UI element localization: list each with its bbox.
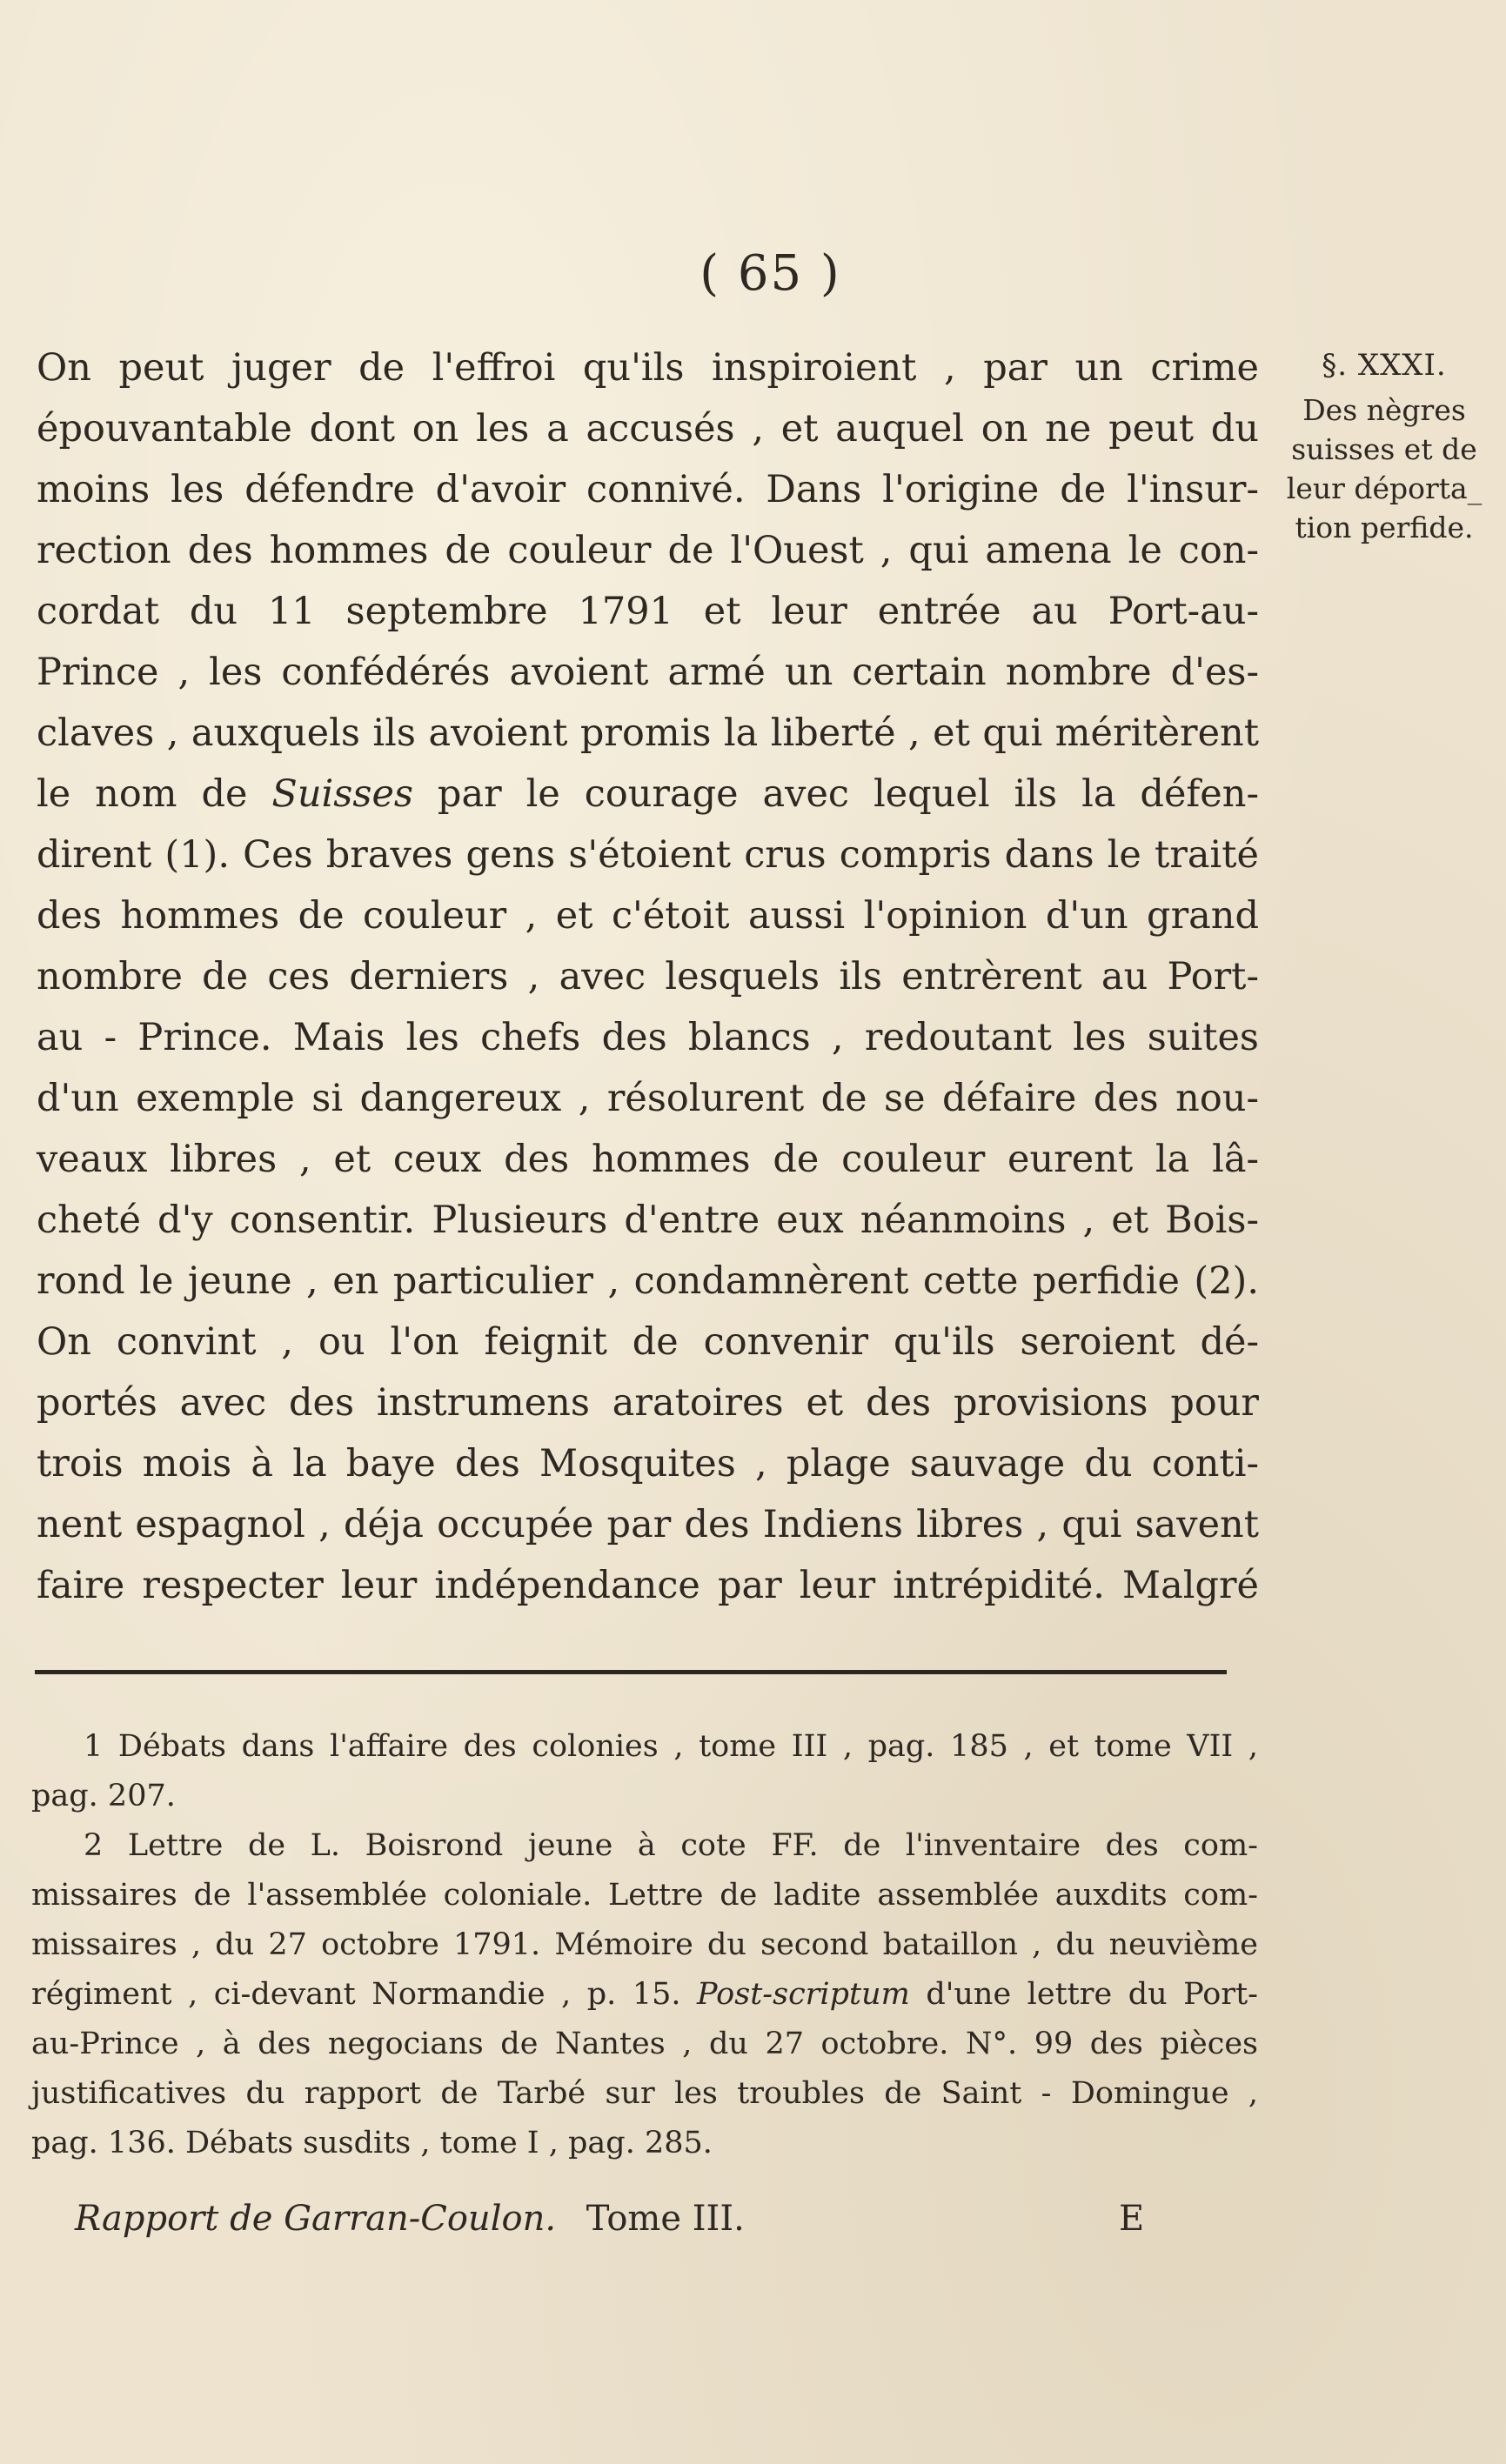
signature-line (75, 2199, 1171, 2239)
body-line: épouvantable dont on les a accusés , et auquel on ne peut du (37, 407, 1259, 451)
body-line: On convint , ou l'on feignit de convenir qu'ils seroient dé- (37, 1320, 1259, 1364)
body-text (37, 337, 1259, 1616)
body-line: portés avec des instrumens aratoires et des provisions pour (37, 1381, 1259, 1425)
body-line: trois mois à la baye des Mosquites , plage sauvage du conti- (37, 1442, 1259, 1486)
footnote-line-end: d'une lettre du Port- (909, 1977, 1258, 2012)
footnote-line: 2 Lettre de L. Boisrond jeune à cote FF. de l'inventaire des com- (84, 1828, 1258, 1863)
body-line: On peut juger de l'effroi qu'ils inspiroient , par un crime (37, 346, 1259, 390)
footnote-line: justificatives du rapport de Tarbé sur les troubles de Saint - Domingue , (31, 2076, 1258, 2111)
margin-note-line: leur déporta_ (1286, 471, 1483, 505)
footnote-line: missaires de l'assemblée coloniale. Lettre de ladite assemblée auxdits com- (31, 1878, 1258, 1913)
body-line (37, 764, 1259, 825)
footnote-line-start: régiment , ci-devant Normandie , p. 15. (31, 1977, 698, 2012)
signature-volume: Tome III. (586, 2199, 745, 2239)
body-line: moins les défendre d'avoir connivé. Dans l'origine de l'insur- (37, 468, 1259, 511)
body-line: dirent (1). Ces braves gens s'étoient crus compris dans le traité (37, 833, 1259, 877)
body-line-end: par le courage avec lequel ils la défen- (412, 772, 1259, 816)
signature-title: Rapport de Garran-Coulon. (75, 2199, 557, 2239)
margin-note-line: suisses et de (1291, 432, 1477, 466)
body-line: rond le jeune , en particulier , condamnèrent cette perfidie (2). (37, 1259, 1259, 1303)
body-line: nombre de ces derniers , avec lesquels ils entrèrent au Port- (37, 955, 1259, 998)
body-line: rection des hommes de couleur de l'Ouest , qui amena le con- (37, 529, 1259, 572)
footnotes (31, 1722, 1258, 2168)
footnote-line: 1 Débats dans l'affaire des colonies , tome III , pag. 185 , et tome VII , (84, 1729, 1258, 1764)
body-line: des hommes de couleur , et c'étoit aussi l'opinion d'un grand (37, 894, 1259, 938)
body-line-start: le nom de (37, 772, 272, 816)
body-line: au - Prince. Mais les chefs des blancs , redoutant les suites (37, 1016, 1259, 1059)
body-line: Prince , les confédérés avoient armé un certain nombre d'es- (37, 651, 1259, 694)
margin-note (1275, 346, 1493, 547)
body-line: veaux libres , et ceux des hommes de couleur eurent la lâ- (37, 1138, 1259, 1181)
footnote-line: pag. 136. Débats susdits , tome I , pag. 285. (31, 2126, 713, 2160)
footnote-line: au-Prince , à des negocians de Nantes , du 27 octobre. N°. 99 des pièces (31, 2027, 1258, 2061)
margin-note-line: Des nègres (1302, 393, 1466, 427)
signature-mark: E (1119, 2199, 1145, 2239)
italic-term: Post-scriptum (697, 1977, 910, 2012)
page-number: ( 65 ) (699, 245, 841, 302)
footnote-line: pag. 207. (31, 1779, 176, 1813)
italic-term: Suisses (271, 772, 413, 816)
footnote-line (31, 1970, 1258, 2020)
margin-section-number: §. XXXI. (1322, 348, 1447, 383)
body-line: cheté d'y consentir. Plusieurs d'entre eux néanmoins , et Bois- (37, 1199, 1259, 1242)
body-line: claves , auxquels ils avoient promis la liberté , et qui méritèrent (37, 711, 1259, 755)
margin-note-line: tion perfide. (1295, 511, 1474, 544)
body-line: cordat du 11 septembre 1791 et leur entrée au Port-au- (37, 590, 1259, 633)
body-line: faire respecter leur indépendance par leur intrépidité. Malgré (37, 1564, 1259, 1607)
body-line: d'un exemple si dangereux , résolurent de se défaire des nou- (37, 1077, 1259, 1120)
footnote-divider (35, 1670, 1227, 1674)
footnote-line: missaires , du 27 octobre 1791. Mémoire du second bataillon , du neuvième (31, 1927, 1258, 1962)
body-line: nent espagnol , déja occupée par des Indiens libres , qui savent (37, 1503, 1259, 1546)
